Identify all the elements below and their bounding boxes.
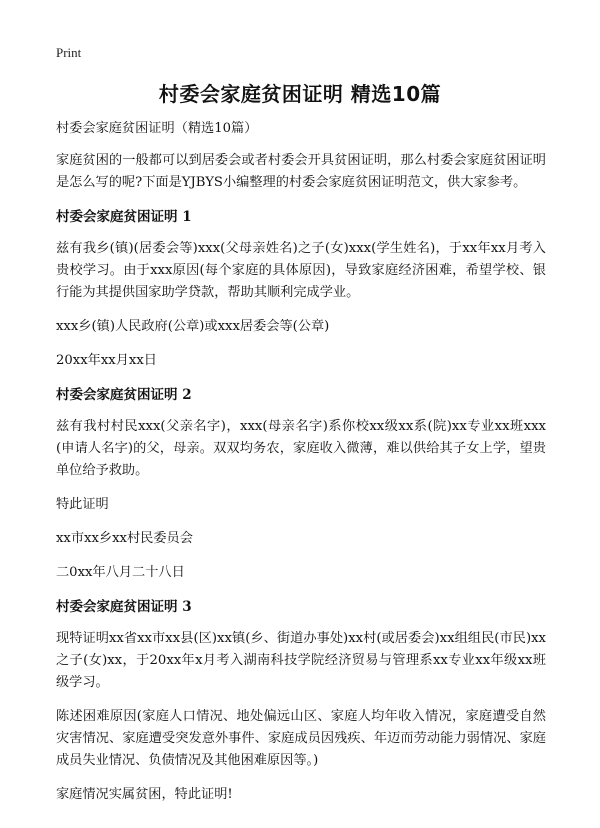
document-subtitle: 村委会家庭贫困证明（精选10篇） — [56, 121, 258, 136]
section-heading-1: 村委会家庭贫困证明 1 — [56, 209, 192, 225]
section-3-paragraph: 现特证明xx省xx市xx县(区)xx镇(乡、街道办事处)xx村(或居委会)xx组组民(市民)xx之子(女)xx，于20xx年x月考入湖南科技学院经济贸易与管理系xx专业xx年级xx班级学习。 — [56, 631, 546, 690]
section-2-paragraph: 兹有我村村民xxx(父亲名字)，xxx(母亲名字)系你校xx级xx系(院)xx专业xx班xxx(申请人名字)的父，母亲。双双均务农，家庭收入微薄，难以供给其子女上学，望贵单位给予救助。 — [56, 419, 546, 478]
section-2-certify: 特此证明 — [56, 497, 109, 512]
section-1-date: 20xx年xx月xx日 — [56, 353, 157, 368]
intro-paragraph: 家庭贫困的一般都可以到居委会或者村委会开具贫困证明，那么村委会家庭贫困证明是怎么写的呢?下面是YJBYS小编整理的村委会家庭贫困证明范文，供大家参考。 — [56, 153, 546, 190]
section-1-paragraph: 兹有我乡(镇)(居委会等)xxx(父母亲姓名)之子(女)xxx(学生姓名)，于xx年xx月考入贵校学习。由于xxx原因(每个家庭的具体原因)，导致家庭经济困难，希望学校、银行能为其提供国家助学贷款，帮助其顺利完成学业。 — [56, 241, 546, 300]
section-2-signature: xx市xx乡xx村民委员会 — [56, 531, 193, 546]
section-heading-2: 村委会家庭贫困证明 2 — [56, 387, 192, 403]
page-title: 村委会家庭贫困证明 精选10篇 — [158, 82, 442, 106]
section-3-certify: 家庭情况实属贫困，特此证明! — [56, 787, 233, 802]
document-body — [56, 118, 546, 818]
print-label: Print — [56, 45, 82, 60]
section-1-signature: xxx乡(镇)人民政府(公章)或xxx居委会等(公章) — [56, 319, 330, 334]
section-2-date: 二0xx年八月二十八日 — [56, 565, 185, 580]
section-3-reasons: 陈述困难原因(家庭人口情况、地处偏远山区、家庭人均年收入情况，家庭遭受自然灾害情况、家庭遭受突发意外事件、家庭成员因残疾、年迈而劳动能力弱情况、家庭成员失业情况、负债情况及其他困难原因等。) — [56, 709, 546, 768]
section-heading-3: 村委会家庭贫困证明 3 — [56, 599, 192, 615]
